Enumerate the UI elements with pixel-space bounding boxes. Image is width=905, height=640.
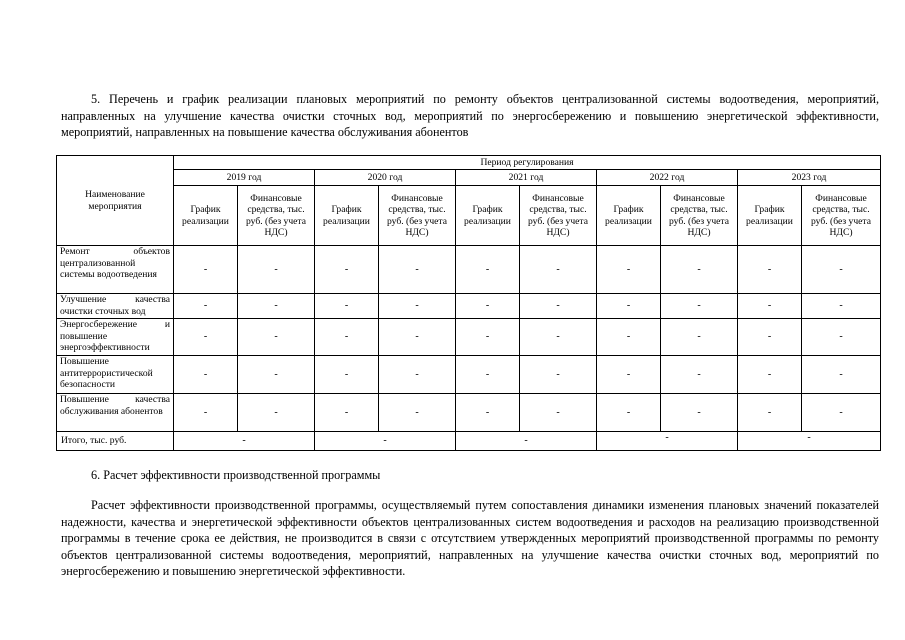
value-cell: - bbox=[597, 294, 661, 319]
header-row-subcolumns bbox=[57, 186, 881, 246]
section-6-paragraph: Расчет эффективности производственной программы, осуществляемый путем сопоставления динамики изменения плановых значений показателей надежности, качества и энергетической эффективности объектов централизованных систем водоотведения и расходов на реализацию производственной программы в течение срока ее действия, не производится в связи с отсутствием утвержденных мероприятий производственной программы по ремонту объектов централизованной системы водоотведения, мероприятий, направленных на улучшение качества очистки сточных вод, мероприятий по энергосбережению и повышению энергетической эффективности. bbox=[61, 498, 879, 578]
value-cell: - bbox=[456, 319, 520, 356]
finance-subheader: Финансовые средства, тыс. руб. (без учета НДС) bbox=[661, 186, 738, 246]
activities-table bbox=[56, 155, 881, 451]
total-value-2023: - bbox=[738, 432, 881, 451]
value-cell: - bbox=[802, 319, 881, 356]
value-cell: - bbox=[661, 319, 738, 356]
finance-subheader: Финансовые средства, тыс. руб. (без учета НДС) bbox=[520, 186, 597, 246]
value-cell: - bbox=[802, 356, 881, 394]
name-column-header: Наименование мероприятия bbox=[57, 156, 174, 246]
value-cell: - bbox=[315, 319, 379, 356]
value-cell: - bbox=[520, 294, 597, 319]
value-cell: - bbox=[661, 356, 738, 394]
value-cell: - bbox=[174, 294, 238, 319]
table-row bbox=[57, 294, 881, 319]
year-header-2022: 2022 год bbox=[597, 170, 738, 186]
value-cell: - bbox=[379, 294, 456, 319]
value-cell: - bbox=[174, 246, 238, 294]
table-row bbox=[57, 246, 881, 294]
value-cell: - bbox=[520, 246, 597, 294]
activity-name: Энергосбережение и повышение энергоэффективности bbox=[57, 319, 174, 356]
value-cell: - bbox=[174, 356, 238, 394]
total-label: Итого, тыс. руб. bbox=[57, 432, 174, 451]
year-header-2019: 2019 год bbox=[174, 170, 315, 186]
period-header: Период регулирования bbox=[174, 156, 881, 170]
year-header-2023: 2023 год bbox=[738, 170, 881, 186]
finance-subheader: Финансовые средства, тыс. руб. (без учета НДС) bbox=[238, 186, 315, 246]
total-value-2019: - bbox=[174, 432, 315, 451]
activity-name: Ремонт объектов централизованной системы водоотведения bbox=[57, 246, 174, 294]
value-cell: - bbox=[738, 319, 802, 356]
value-cell: - bbox=[802, 246, 881, 294]
value-cell: - bbox=[174, 319, 238, 356]
value-cell: - bbox=[661, 294, 738, 319]
value-cell: - bbox=[456, 294, 520, 319]
value-cell: - bbox=[238, 356, 315, 394]
value-cell: - bbox=[597, 356, 661, 394]
value-cell: - bbox=[456, 246, 520, 294]
total-value-2022: - bbox=[597, 432, 738, 451]
total-row bbox=[57, 432, 881, 451]
value-cell: - bbox=[315, 246, 379, 294]
year-header-2021: 2021 год bbox=[456, 170, 597, 186]
finance-subheader: Финансовые средства, тыс. руб. (без учета НДС) bbox=[379, 186, 456, 246]
value-cell: - bbox=[802, 294, 881, 319]
section-6-heading: 6. Расчет эффективности производственной программы bbox=[91, 468, 381, 482]
table-row bbox=[57, 356, 881, 394]
value-cell: - bbox=[379, 356, 456, 394]
activity-name: Повышение антитеррористической безопасности bbox=[57, 356, 174, 394]
schedule-subheader: График реализации bbox=[456, 186, 520, 246]
value-cell: - bbox=[520, 319, 597, 356]
value-cell: - bbox=[238, 246, 315, 294]
finance-subheader: Финансовые средства, тыс. руб. (без учета НДС) bbox=[802, 186, 881, 246]
section-5-paragraph: 5. Перечень и график реализации плановых мероприятий по ремонту объектов централизованной системы водоотведения, мероприятий, направленных на улучшение качества очистки сточных вод, мероприятий по энергосбережению и повышению энергетической эффективности, мероприятий, направленных на повышение качества обслуживания абонентов bbox=[61, 92, 879, 139]
schedule-subheader: График реализации bbox=[315, 186, 379, 246]
value-cell: - bbox=[456, 394, 520, 432]
value-cell: - bbox=[520, 394, 597, 432]
schedule-subheader: График реализации bbox=[738, 186, 802, 246]
value-cell: - bbox=[738, 246, 802, 294]
value-cell: - bbox=[174, 394, 238, 432]
value-cell: - bbox=[379, 246, 456, 294]
activity-name: Улучшение качества очистки сточных вод bbox=[57, 294, 174, 319]
activity-name: Повышение качества обслуживания абонентов bbox=[57, 394, 174, 432]
value-cell: - bbox=[661, 394, 738, 432]
value-cell: - bbox=[738, 394, 802, 432]
total-value-2020: - bbox=[315, 432, 456, 451]
schedule-subheader: График реализации bbox=[174, 186, 238, 246]
header-row-period bbox=[57, 156, 881, 170]
value-cell: - bbox=[379, 319, 456, 356]
table-row bbox=[57, 319, 881, 356]
total-value-2021: - bbox=[456, 432, 597, 451]
schedule-subheader: График реализации bbox=[597, 186, 661, 246]
value-cell: - bbox=[738, 294, 802, 319]
value-cell: - bbox=[597, 394, 661, 432]
value-cell: - bbox=[315, 356, 379, 394]
header-row-years bbox=[57, 170, 881, 186]
value-cell: - bbox=[379, 394, 456, 432]
value-cell: - bbox=[238, 319, 315, 356]
value-cell: - bbox=[802, 394, 881, 432]
value-cell: - bbox=[315, 294, 379, 319]
value-cell: - bbox=[661, 246, 738, 294]
value-cell: - bbox=[238, 294, 315, 319]
value-cell: - bbox=[238, 394, 315, 432]
value-cell: - bbox=[597, 246, 661, 294]
value-cell: - bbox=[456, 356, 520, 394]
value-cell: - bbox=[315, 394, 379, 432]
table-row bbox=[57, 394, 881, 432]
year-header-2020: 2020 год bbox=[315, 170, 456, 186]
value-cell: - bbox=[597, 319, 661, 356]
value-cell: - bbox=[738, 356, 802, 394]
value-cell: - bbox=[520, 356, 597, 394]
